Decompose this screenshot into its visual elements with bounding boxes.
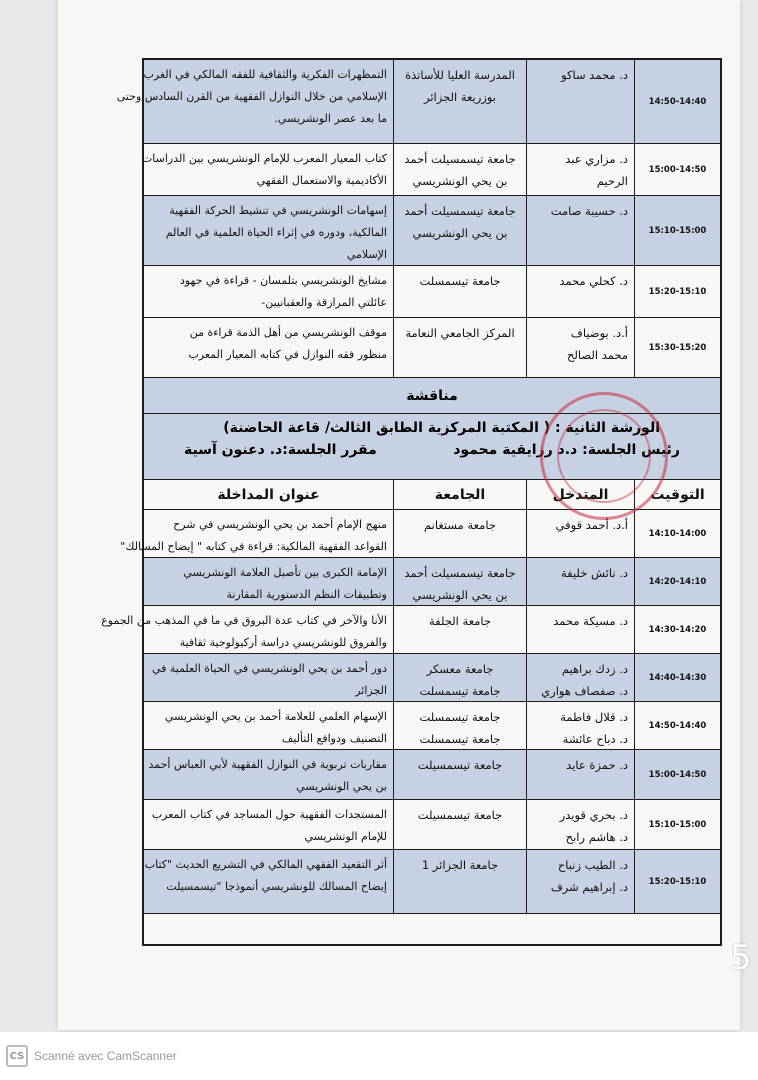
session-chair: رئيس الجلسة: د.د رزايقية محمود: [453, 442, 680, 458]
header-name: المتدخل: [526, 480, 634, 509]
title-cell-line: عائلتي المرازقة والعقبانيين-: [261, 296, 387, 309]
title-cell-line: المستجدات الفقهية حول المساجد في كتاب المعرب: [151, 808, 387, 821]
title-cell-line: للإمام الونشريسي: [304, 830, 387, 843]
speaker-cell-line: د. قلال فاطمة: [560, 710, 628, 724]
speaker-cell: [526, 750, 634, 799]
title-cell-line: منهج الإمام أحمد بن يحي الونشريسي في شرح: [173, 518, 387, 531]
speaker-cell: [526, 266, 634, 317]
title-cell: [144, 850, 393, 913]
speaker-cell: [526, 702, 634, 749]
speaker-cell: [526, 654, 634, 701]
time-cell: 14:50-14:40: [634, 702, 720, 749]
university-cell-line: بن يحي الونشريسي: [412, 174, 508, 188]
university-cell-line: جامعة تيسمسلت: [419, 274, 501, 288]
time-cell: 15:10-15:00: [634, 800, 720, 849]
table-row: [144, 750, 720, 800]
title-cell-line: كتاب المعيار المعرب للإمام الونشريسي بين الدراسات: [141, 152, 387, 165]
title-cell-line: التمظهرات الفكرية والثقافية للفقه المالكي في الغرب: [143, 68, 387, 81]
university-cell-line: بن يحي الونشريسي: [412, 588, 508, 602]
university-cell: [393, 318, 526, 377]
university-cell: [393, 144, 526, 195]
university-cell: [393, 702, 526, 749]
header-time: التوقيت: [634, 480, 720, 509]
title-cell-line: الأكاديمية والاستعمال الفقهي: [256, 174, 387, 187]
university-cell-line: المركز الجامعي النعامة: [405, 326, 515, 340]
title-cell-line: ما بعد عصر الونشريسي.: [274, 112, 387, 125]
title-cell-line: مقاربات تربوية في النوازل الفقهية لأبي العباس أحمد: [148, 758, 387, 771]
speaker-cell-line: أ.د. أحمد قوفي: [555, 518, 628, 532]
document-page: [58, 0, 752, 1030]
workshop-title: الورشة الثانية : ( المكتبة المركزية الطابق الثالث/ قاعة الحاضنة): [223, 420, 660, 436]
camscanner-label: Scanné avec CamScanner: [34, 1049, 177, 1063]
time-cell: 14:40-14:30: [634, 654, 720, 701]
university-cell: [393, 196, 526, 265]
university-cell-line: جامعة الجزائر 1: [421, 858, 499, 872]
title-cell-line: وتطبيقات النظم الدستورية المقارنة: [226, 588, 387, 601]
speaker-cell-line: د. إبراهيم شرف: [550, 880, 628, 894]
time-cell: 14:50-14:40: [634, 60, 720, 143]
table-row: [144, 800, 720, 850]
university-cell-line: جامعة تيسمسلت: [419, 684, 501, 698]
table-row: [144, 558, 720, 606]
title-cell-line: بن يحي الونشريسي: [296, 780, 387, 793]
speaker-cell-line: د. محمد ساكو: [561, 68, 628, 82]
title-cell-line: أثر التقعيد الفقهي المالكي في التشريع الحديث "كتاب: [144, 858, 387, 871]
time-cell: 15:00-14:50: [634, 144, 720, 195]
speaker-cell-line: د. هاشم رابح: [565, 830, 628, 844]
title-cell: [144, 800, 393, 849]
university-cell-line: جامعة معسكر: [426, 662, 494, 676]
title-cell: [144, 750, 393, 799]
session-rapporteur: مقرر الجلسة:د. دعنون آسية: [184, 442, 377, 458]
title-cell: [141, 144, 393, 195]
university-cell-line: بن يحي الونشريسي: [412, 226, 508, 240]
table-row: [144, 266, 720, 318]
speaker-cell-line: أ.د. بوضياف: [570, 326, 628, 340]
university-cell-line: جامعة مستغانم: [424, 518, 496, 532]
page-number: 5: [730, 938, 752, 978]
header-title: عنوان المداخلة: [217, 486, 320, 503]
discussion-band: مناقشة: [144, 378, 720, 414]
speaker-cell: [526, 606, 634, 653]
title-cell-line: الإسهام العلمي للعلامة أحمد بن يحي الونشريسي: [164, 710, 387, 723]
title-cell-line: الأنا والآخر في كتاب عدة البروق في ما في المذهب من الجموع: [101, 614, 387, 627]
title-cell-line: الإسلامي: [346, 248, 387, 261]
speaker-cell-line: الرحيم: [596, 174, 628, 188]
speaker-cell-line: د. حمزة عايد: [566, 758, 628, 772]
title-cell: [116, 60, 393, 143]
table-row: [120, 510, 720, 558]
speaker-cell-line: د. دباح عائشة: [562, 732, 628, 746]
scanner-footer: [0, 1032, 758, 1080]
camscanner-logo: CS: [6, 1045, 28, 1067]
university-cell: [393, 654, 526, 701]
title-cell-line: الإسلامي من خلال النوازل الفقهية من القرن السادس وحتى: [116, 90, 387, 103]
time-cell: 14:30-14:20: [634, 606, 720, 653]
speaker-cell: [526, 60, 634, 143]
university-cell-line: جامعة تيسمسيلت أحمد: [404, 204, 516, 218]
title-cell-line: الإمامة الكبرى بين تأصيل العلامة الونشريسي: [183, 566, 387, 579]
title-cell: [144, 558, 393, 605]
title-cell: [120, 510, 393, 557]
time-cell: 15:30-15:20: [634, 318, 720, 377]
table-row: [101, 606, 720, 654]
table-row: [144, 850, 720, 914]
table-row: [141, 144, 720, 196]
university-cell-line: جامعة تيسمسيلت: [417, 808, 503, 822]
table-row: [144, 318, 720, 378]
speaker-cell-line: د. بحري قويدر: [559, 808, 628, 822]
university-cell-line: المدرسة العليا للأساتذة: [405, 68, 515, 82]
title-cell-line: والفروق للونشريسي دراسة أركيولوجية ثقافية: [179, 636, 387, 649]
university-cell: [393, 510, 526, 557]
title-cell-line: المالكية، ودوره في إثراء الحياة العلمية في العالم: [165, 226, 387, 239]
speaker-cell: [526, 196, 634, 265]
title-cell-line: مشايخ الونشريسي بتلمسان - قراءة في جهود: [179, 274, 387, 287]
title-cell-line: إيضاح المسالك للونشريسي أنموذجا "تيسمسيلت: [166, 880, 387, 893]
title-cell: [144, 654, 393, 701]
title-cell-line: القواعد الفقهية المالكية: قراءة في كتابه " إيضاح المسالك": [120, 540, 387, 553]
university-cell: [393, 558, 526, 605]
header-uni: الجامعة: [393, 480, 526, 509]
university-cell-line: جامعة تيسمسيلت أحمد: [404, 152, 516, 166]
institution-stamp: [540, 392, 668, 520]
speaker-cell: [526, 558, 634, 605]
university-cell-line: بوزريعة الجزائر: [423, 90, 497, 104]
university-cell: [393, 266, 526, 317]
table-row: [116, 60, 720, 144]
speaker-cell-line: د. الطيب زنباح: [557, 858, 628, 872]
time-cell: 14:20-14:10: [634, 558, 720, 605]
speaker-cell-line: د. كحلي محمد: [559, 274, 628, 288]
university-cell: [393, 850, 526, 913]
title-cell-line: موقف الونشريسي من أهل الذمة قراءة من: [189, 326, 387, 339]
table-row: [144, 654, 720, 702]
speaker-cell: [526, 850, 634, 913]
speaker-cell-line: محمد الصالح: [566, 348, 628, 362]
title-cell: [144, 196, 393, 265]
time-cell: 15:20-15:10: [634, 850, 720, 913]
time-cell: 15:00-14:50: [634, 750, 720, 799]
title-cell-line: التصنيف ودوافع التأليف: [281, 732, 387, 745]
table-row: [144, 196, 720, 266]
speaker-cell-line: د. مسيكة محمد: [553, 614, 628, 628]
time-cell: 15:10-15:00: [634, 196, 720, 265]
time-cell: 14:10-14:00: [634, 510, 720, 557]
university-cell: [393, 800, 526, 849]
speaker-cell: [526, 318, 634, 377]
speaker-cell-line: د. صفصاف هواري: [541, 684, 628, 698]
title-cell-line: الجزائر: [355, 684, 387, 697]
university-cell: [393, 606, 526, 653]
university-cell-line: جامعة تيسمسلت: [419, 732, 501, 746]
university-cell-line: جامعة الجلفة: [428, 614, 492, 628]
time-cell: 15:20-15:10: [634, 266, 720, 317]
title-cell: [144, 318, 393, 377]
speaker-cell: [526, 800, 634, 849]
speaker-cell: [526, 144, 634, 195]
title-cell: [144, 266, 393, 317]
university-cell: [393, 60, 526, 143]
title-cell-line: إسهامات الونشريسي في تنشيط الحركة الفقهية: [169, 204, 387, 217]
university-cell-line: جامعة تيسمسيلت أحمد: [404, 566, 516, 580]
title-cell: [101, 606, 393, 653]
speaker-cell-line: د. مزاري عبد: [565, 152, 628, 166]
title-cell-line: منظور فقه النوازل في كتابه المعيار المعرب: [188, 348, 387, 361]
speaker-cell-line: د. زدك براهيم: [561, 662, 628, 676]
speaker-cell-line: د. حسيبة صامت: [550, 204, 628, 218]
university-cell-line: جامعة تيسمسلت: [419, 710, 501, 724]
table-row: [144, 702, 720, 750]
university-cell: [393, 750, 526, 799]
university-cell-line: جامعة تيسمسيلت: [417, 758, 503, 772]
speaker-cell-line: د. نائش خليفة: [560, 566, 628, 580]
title-cell-line: دور أحمد بن يحي الونشريسي في الحياة العلمية في: [151, 662, 387, 675]
title-cell: [144, 702, 393, 749]
